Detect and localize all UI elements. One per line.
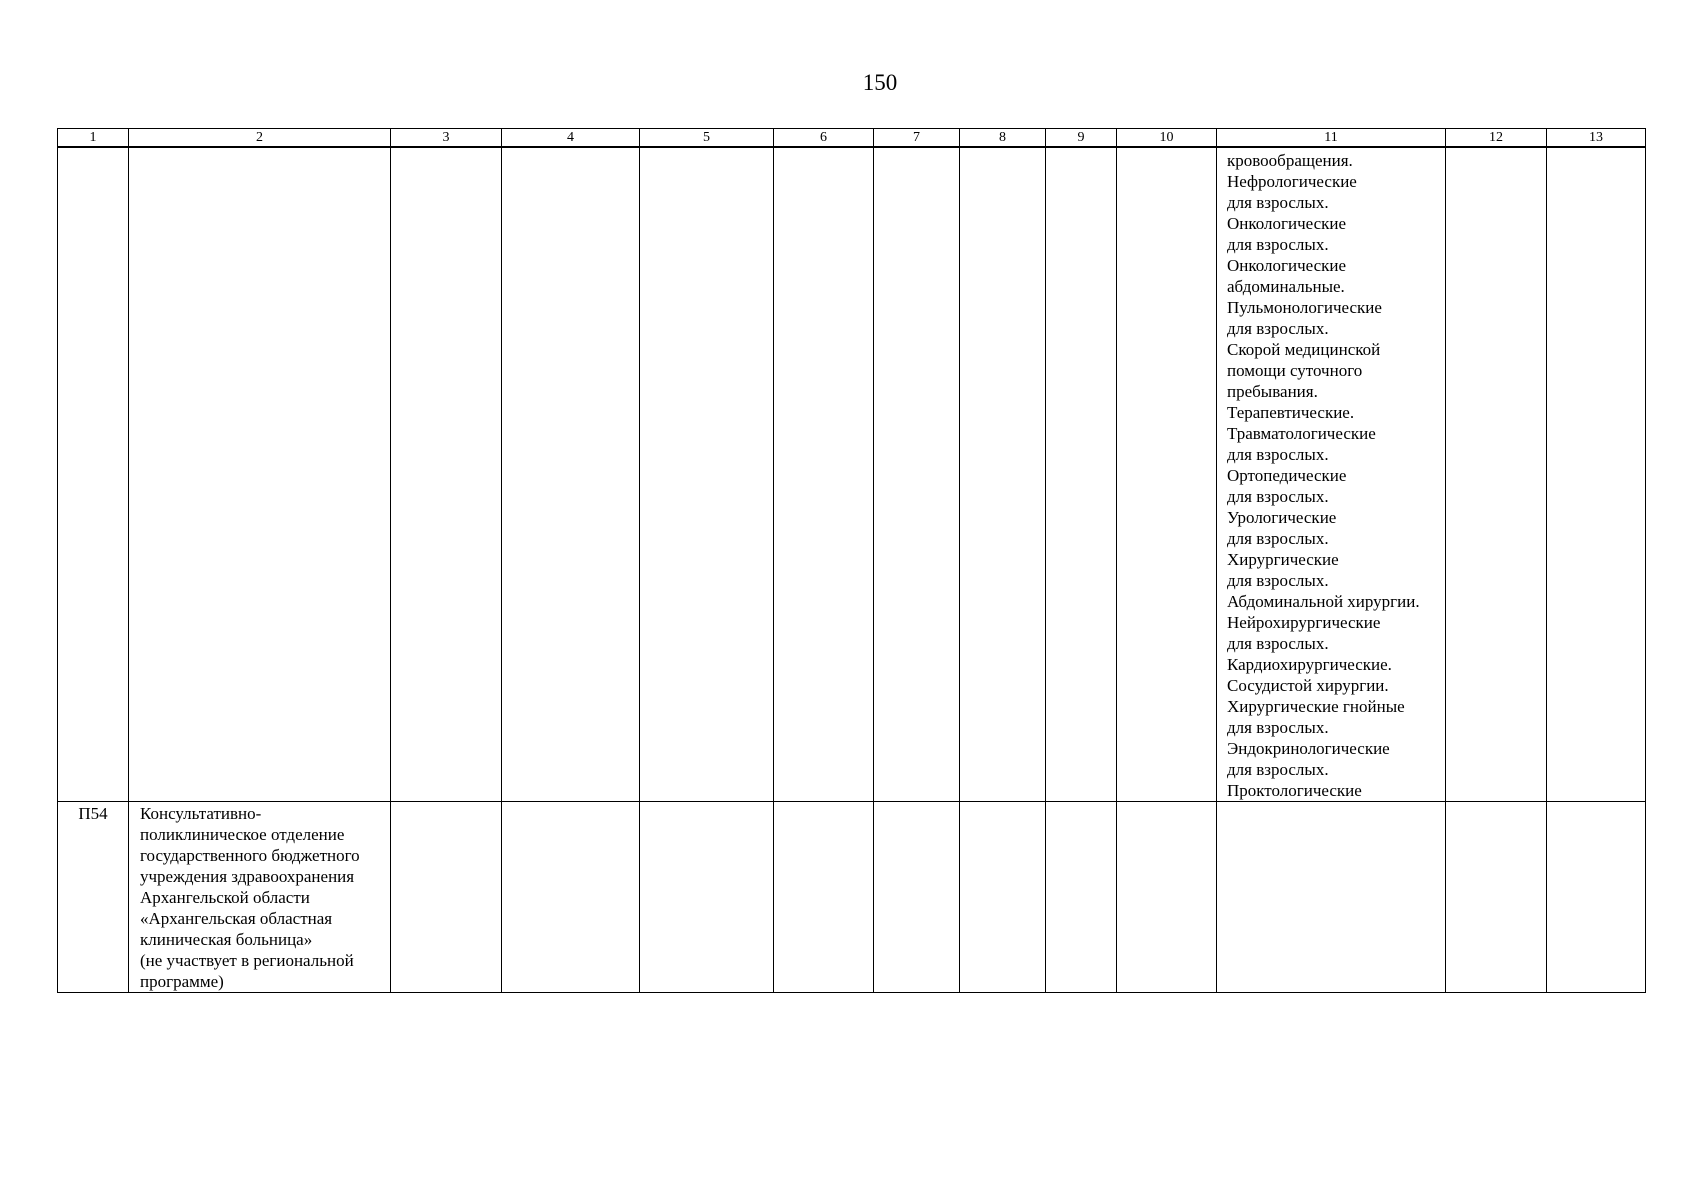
- table-cell: [1547, 147, 1646, 802]
- table-cell: [774, 802, 874, 993]
- column-header: 3: [391, 129, 502, 148]
- table-cell: [1117, 802, 1217, 993]
- table-cell: [391, 802, 502, 993]
- table-cell: [1446, 802, 1547, 993]
- row-number: П54: [78, 804, 108, 823]
- table-cell: [874, 802, 960, 993]
- table-cell: [502, 802, 640, 993]
- table-cell: [640, 802, 774, 993]
- column-header: 4: [502, 129, 640, 148]
- table-cell: [774, 147, 874, 802]
- table-cell: [129, 802, 391, 993]
- page-number: 150: [862, 70, 898, 95]
- table-cell: [874, 147, 960, 802]
- document-table: [57, 128, 1646, 993]
- table-cell: [1046, 802, 1117, 993]
- table-cell: [1217, 802, 1446, 993]
- table-cell: [960, 802, 1046, 993]
- table-cell: [391, 147, 502, 802]
- table-cell: [1117, 147, 1217, 802]
- column-header: 2: [129, 129, 391, 148]
- table-cell: [58, 802, 129, 993]
- column-number-header-row: [58, 129, 1646, 148]
- column-header: 12: [1446, 129, 1547, 148]
- bed-profile-list: [1217, 802, 1445, 804]
- column-header: 6: [774, 129, 874, 148]
- organization-name: Консультативно- поликлиническое отделение государственного бюджетного учреждения здравоохранения Архангельской области «Архангельская областная клиническая больница» (не участвует в региональной программе): [140, 804, 360, 991]
- column-header: 9: [1046, 129, 1117, 148]
- table-cell: [502, 147, 640, 802]
- table-cell: [58, 147, 129, 802]
- column-header: 8: [960, 129, 1046, 148]
- row-number: [58, 148, 128, 149]
- column-header: 13: [1547, 129, 1646, 148]
- column-header: 10: [1117, 129, 1217, 148]
- table-cell: [1446, 147, 1547, 802]
- column-header: 7: [874, 129, 960, 148]
- table-cell: [640, 147, 774, 802]
- table-cell: [960, 147, 1046, 802]
- table-row: [58, 147, 1646, 802]
- column-header: 11: [1217, 129, 1446, 148]
- table-cell: [1547, 802, 1646, 993]
- column-header: 1: [58, 129, 129, 148]
- table-cell: [1046, 147, 1117, 802]
- bed-profile-list: кровообращения. Нефрологические для взрослых. Онкологические для взрослых. Онкологические абдоминальные. Пульмонологические для взрослых. Скорой медицинской помощи суточного пребывания. Терапевтические. Травматологические для взрослых. Ортопедические для взрослых. Урологические для взрослых. Хирургические для взрослых. Абдоминальной хирургии. Нейрохирургические для взрослых. Кардиохирургические. Сосудистой хирургии. Хирургические гнойные для взрослых. Эндокринологические для взрослых. Проктологические: [1227, 151, 1420, 800]
- table-row: [58, 802, 1646, 993]
- column-header: 5: [640, 129, 774, 148]
- table-cell: [129, 147, 391, 802]
- table-cell: [1217, 147, 1446, 802]
- organization-name: [129, 148, 390, 149]
